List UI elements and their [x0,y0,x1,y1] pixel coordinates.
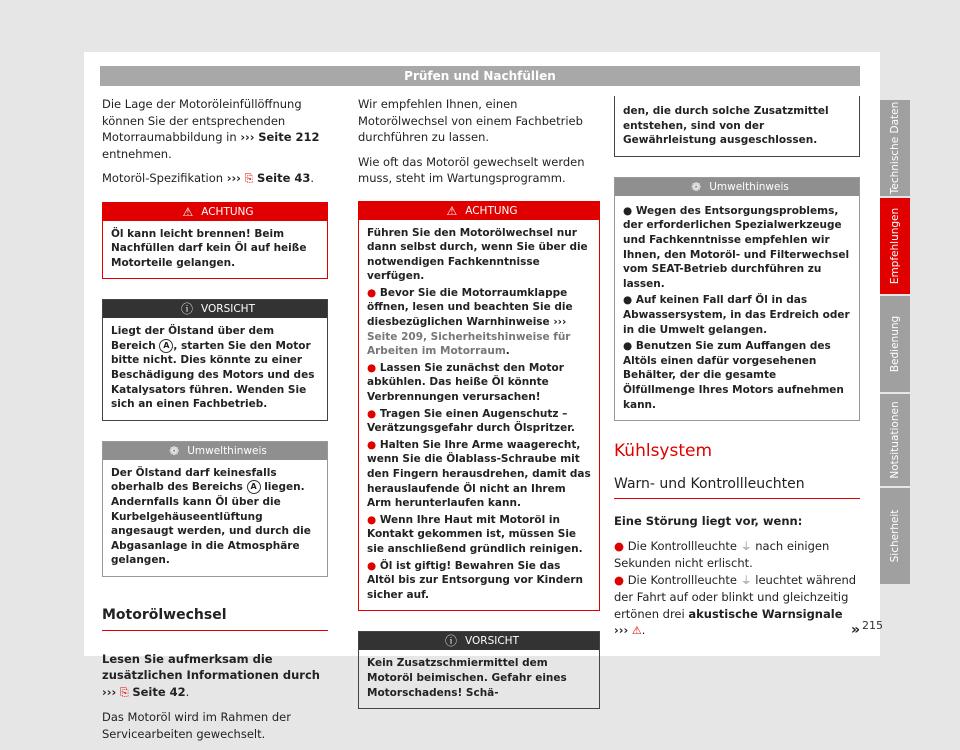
info-circle-icon: ⓘ [445,634,458,649]
list-item: ● Tragen Sie einen Augenschutz – Verätzungsgefahr durch Ölspritzer. [367,407,575,435]
list-item: ● Wenn Ihre Haut mit Motoröl in Kontakt gekommen ist, müssen Sie sie anschließend gründlich reinigen. [367,513,583,555]
environment-icon: ❁ [691,179,702,194]
info-circle-icon: ⓘ [181,302,194,317]
coolant-warning-lamp-icon: ⏚ [740,573,752,587]
list-item: ● Bevor Sie die Motorraumklappe öffnen, lesen und beachten Sie die diesbezüglichen Warnhinweise ››› Seite 209, Sicherheitshinweise für Arbeiten im Motorraum. [367,286,573,358]
list-item: ● Halten Sie Ihre Arme waagerecht, wenn Sie die Ölablass-Schraube mit den Fingern herausdrehen, damit das herauslaufende Öl nicht an Ihrem Arm herunterlaufen kann. [367,438,591,510]
list-item: ● Lassen Sie zunächst den Motor abkühlen. Das heiße Öl könnte Verbrennungen verursachen! [367,361,564,404]
warning-triangle-icon: ⚠ [446,203,458,218]
read-info-paragraph: Lesen Sie aufmerksam die zusätzlichen Informationen durch ››› ⎘ Seite 42. [102,651,320,699]
marker-a: A [159,339,173,353]
list-item: ● Auf keinen Fall darf Öl in das Abwassersystem, in das Erdreich oder in die Umwelt gelangen. [623,294,850,336]
page-ref-link[interactable]: Seite 42 [132,684,186,699]
page-ref-link[interactable]: Seite 43 [257,171,311,185]
tab-sicherheit[interactable]: Sicherheit [880,488,910,584]
list-item: ● Öl ist giftig! Bewahren Sie das Altöl bis zur Entsorgung vor Kindern sicher auf. [367,559,583,601]
book-icon: ⎘ [244,172,254,185]
achtung-box: ⚠ ACHTUNG Öl kann leicht brennen! Beim Nachfüllen darf kein Öl auf heiße Motorteile gelangen. [102,202,328,280]
page-ref-link[interactable]: Seite 212 [258,130,320,144]
page-ref-link[interactable]: Seite 209, Sicherheitshinweise für Arbeiten im Motorraum [367,330,571,358]
list-item: ● Die Kontrollleuchte ⏚ leuchtet während der Fahrt auf oder blinkt und gleichzeitig ertönen drei akustische Warnsignale ››› ⚠. » [614,572,860,639]
column-1 [102,96,328,750]
list-item: ● Wegen des Entsorgungsproblems, der erforderlichen Spezialwerkzeuge und Fachkenntnisse empfehlen wir Ihnen, den Motoröl- und Filterwechsel vom SEAT-Betrieb durchführen zu lassen. [623,204,850,290]
warning-triangle-icon: ⚠ [182,204,194,219]
list-item: ● Die Kontrollleuchte ⏚ nach einigen Sekunden nicht erlischt. [614,538,830,571]
column-3 [614,96,860,640]
tab-technische-daten[interactable]: Technische Daten [880,100,910,196]
vorsicht-box: ⓘ VORSICHT Liegt der Ölstand über dem Bereich A , starten Sie den Motor bitte nicht. Dies könnte zu einer Beschädigung des Motors und des Katalysators führen. Wenden Sie sich an einen Fachbetrieb. [102,299,328,421]
chapter-title: Kühlsystem [614,441,713,462]
oil-change-paragraph: Das Motoröl wird im Rahmen der Servicearbeiten gewechselt. [102,710,291,741]
vorsicht-box-continued: den, die durch solche Zusatzmittel entstehen, sind von der Gewährleistung ausgeschlossen. [614,96,860,157]
coolant-warning-lamp-icon: ⏚ [740,539,752,553]
umwelt-box: ❁ Umwelthinweis Der Ölstand darf keinesfalls oberhalb des Bereichs A liegen. Andernfalls kann Öl über die Kurbelgehäuseentlüftung angesaugt werden, und durch die Abgasanlage in die Atmosphäre gelangen. [102,441,328,577]
section-title: Warn- und Kontrollleuchten [614,476,860,500]
environment-icon: ❁ [169,443,180,458]
umwelt-box: ❁ Umwelthinweis ● Wegen des Entsorgungsproblems, der erforderlichen Spezialwerkzeuge und Fachkenntnisse empfehlen wir Ihnen, den Motoröl- und Filterwechsel vom SEAT-Betrieb durchführen zu lassen. ● Auf keinen Fall darf Öl in das Abwassersystem, in das Erdreich oder in die Umwelt gelangen. ● Benutzen Sie zum Auffangen des Altöls einen dafür vorgesehenen Behälter, der die gesamte Ölfüllmenge Ihres Motors aufnehmen kann. [614,177,860,421]
list-item: ● Benutzen Sie zum Auffangen des Altöls einen dafür vorgesehenen Behälter, der die gesamte Ölfüllmenge Ihres Motors aufnehmen kann. [623,340,844,411]
frequency-paragraph: Wie oft das Motoröl gewechselt werden muss, steht im Wartungsprogramm. [358,154,585,185]
page-number: 215 [862,619,883,632]
running-header: Prüfen und Nachfüllen [100,66,860,86]
section-title: Motorölwechsel [102,607,328,631]
recommend-paragraph: Wir empfehlen Ihnen, einen Motorölwechsel von einem Fachbetrieb durchführen zu lassen. [358,97,583,144]
oil-filler-paragraph: Die Lage der Motoröleinfüllöffnung können Sie der entsprechenden Motorraumabbildung in ››› Seite 212 entnehmen. [102,97,320,161]
oil-spec-paragraph: Motoröl-Spezifikation ››› ⎘ Seite 43. [102,171,315,185]
marker-a: A [247,480,261,494]
warning-triangle-icon: ⚠ [631,624,642,638]
continue-arrow-icon: » [850,622,860,639]
vorsicht-box: ⓘ VORSICHT Kein Zusatzschmiermittel dem Motoröl beimischen. Gefahr eines Motorschadens! Schä- [358,631,600,709]
tab-notsituationen[interactable]: Notsituationen [880,394,910,486]
column-2 [358,96,600,729]
book-icon: ⎘ [119,685,129,699]
tab-bedienung[interactable]: Bedienung [880,296,910,392]
achtung-box: ⚠ ACHTUNG Führen Sie den Motorölwechsel nur dann selbst durch, wenn Sie über die notwendigen Fachkenntnisse verfügen. ● Bevor Sie die Motorraumklappe öffnen, lesen und beachten Sie die diesbezüglichen Warnhinweise ››› Seite 209, Sicherheitshinweise für Arbeiten im Motorraum. ● Lassen Sie zunächst den Motor abkühlen. Das heiße Öl könnte Verbrennungen verursachen! ● Tragen Sie einen Augenschutz – Verätzungsgefahr durch Ölspritzer. ● Halten Sie Ihre Arme waagerecht, wenn Sie die Ölablass-Schraube mit den Fingern herausdrehen, damit das herauslaufende Öl nicht an Ihrem Arm herunterlaufen kann. ● Wenn Ihre Haut mit Motoröl in Kontakt gekommen ist, müssen Sie sie anschließend gründlich reinigen. ● Öl ist giftig! Bewahren Sie das Altöl bis zur Entsorgung vor Kindern sicher auf. [358,201,600,612]
tab-empfehlungen[interactable]: Empfehlungen [880,198,910,294]
intro-text: Eine Störung liegt vor, wenn: [614,514,803,529]
